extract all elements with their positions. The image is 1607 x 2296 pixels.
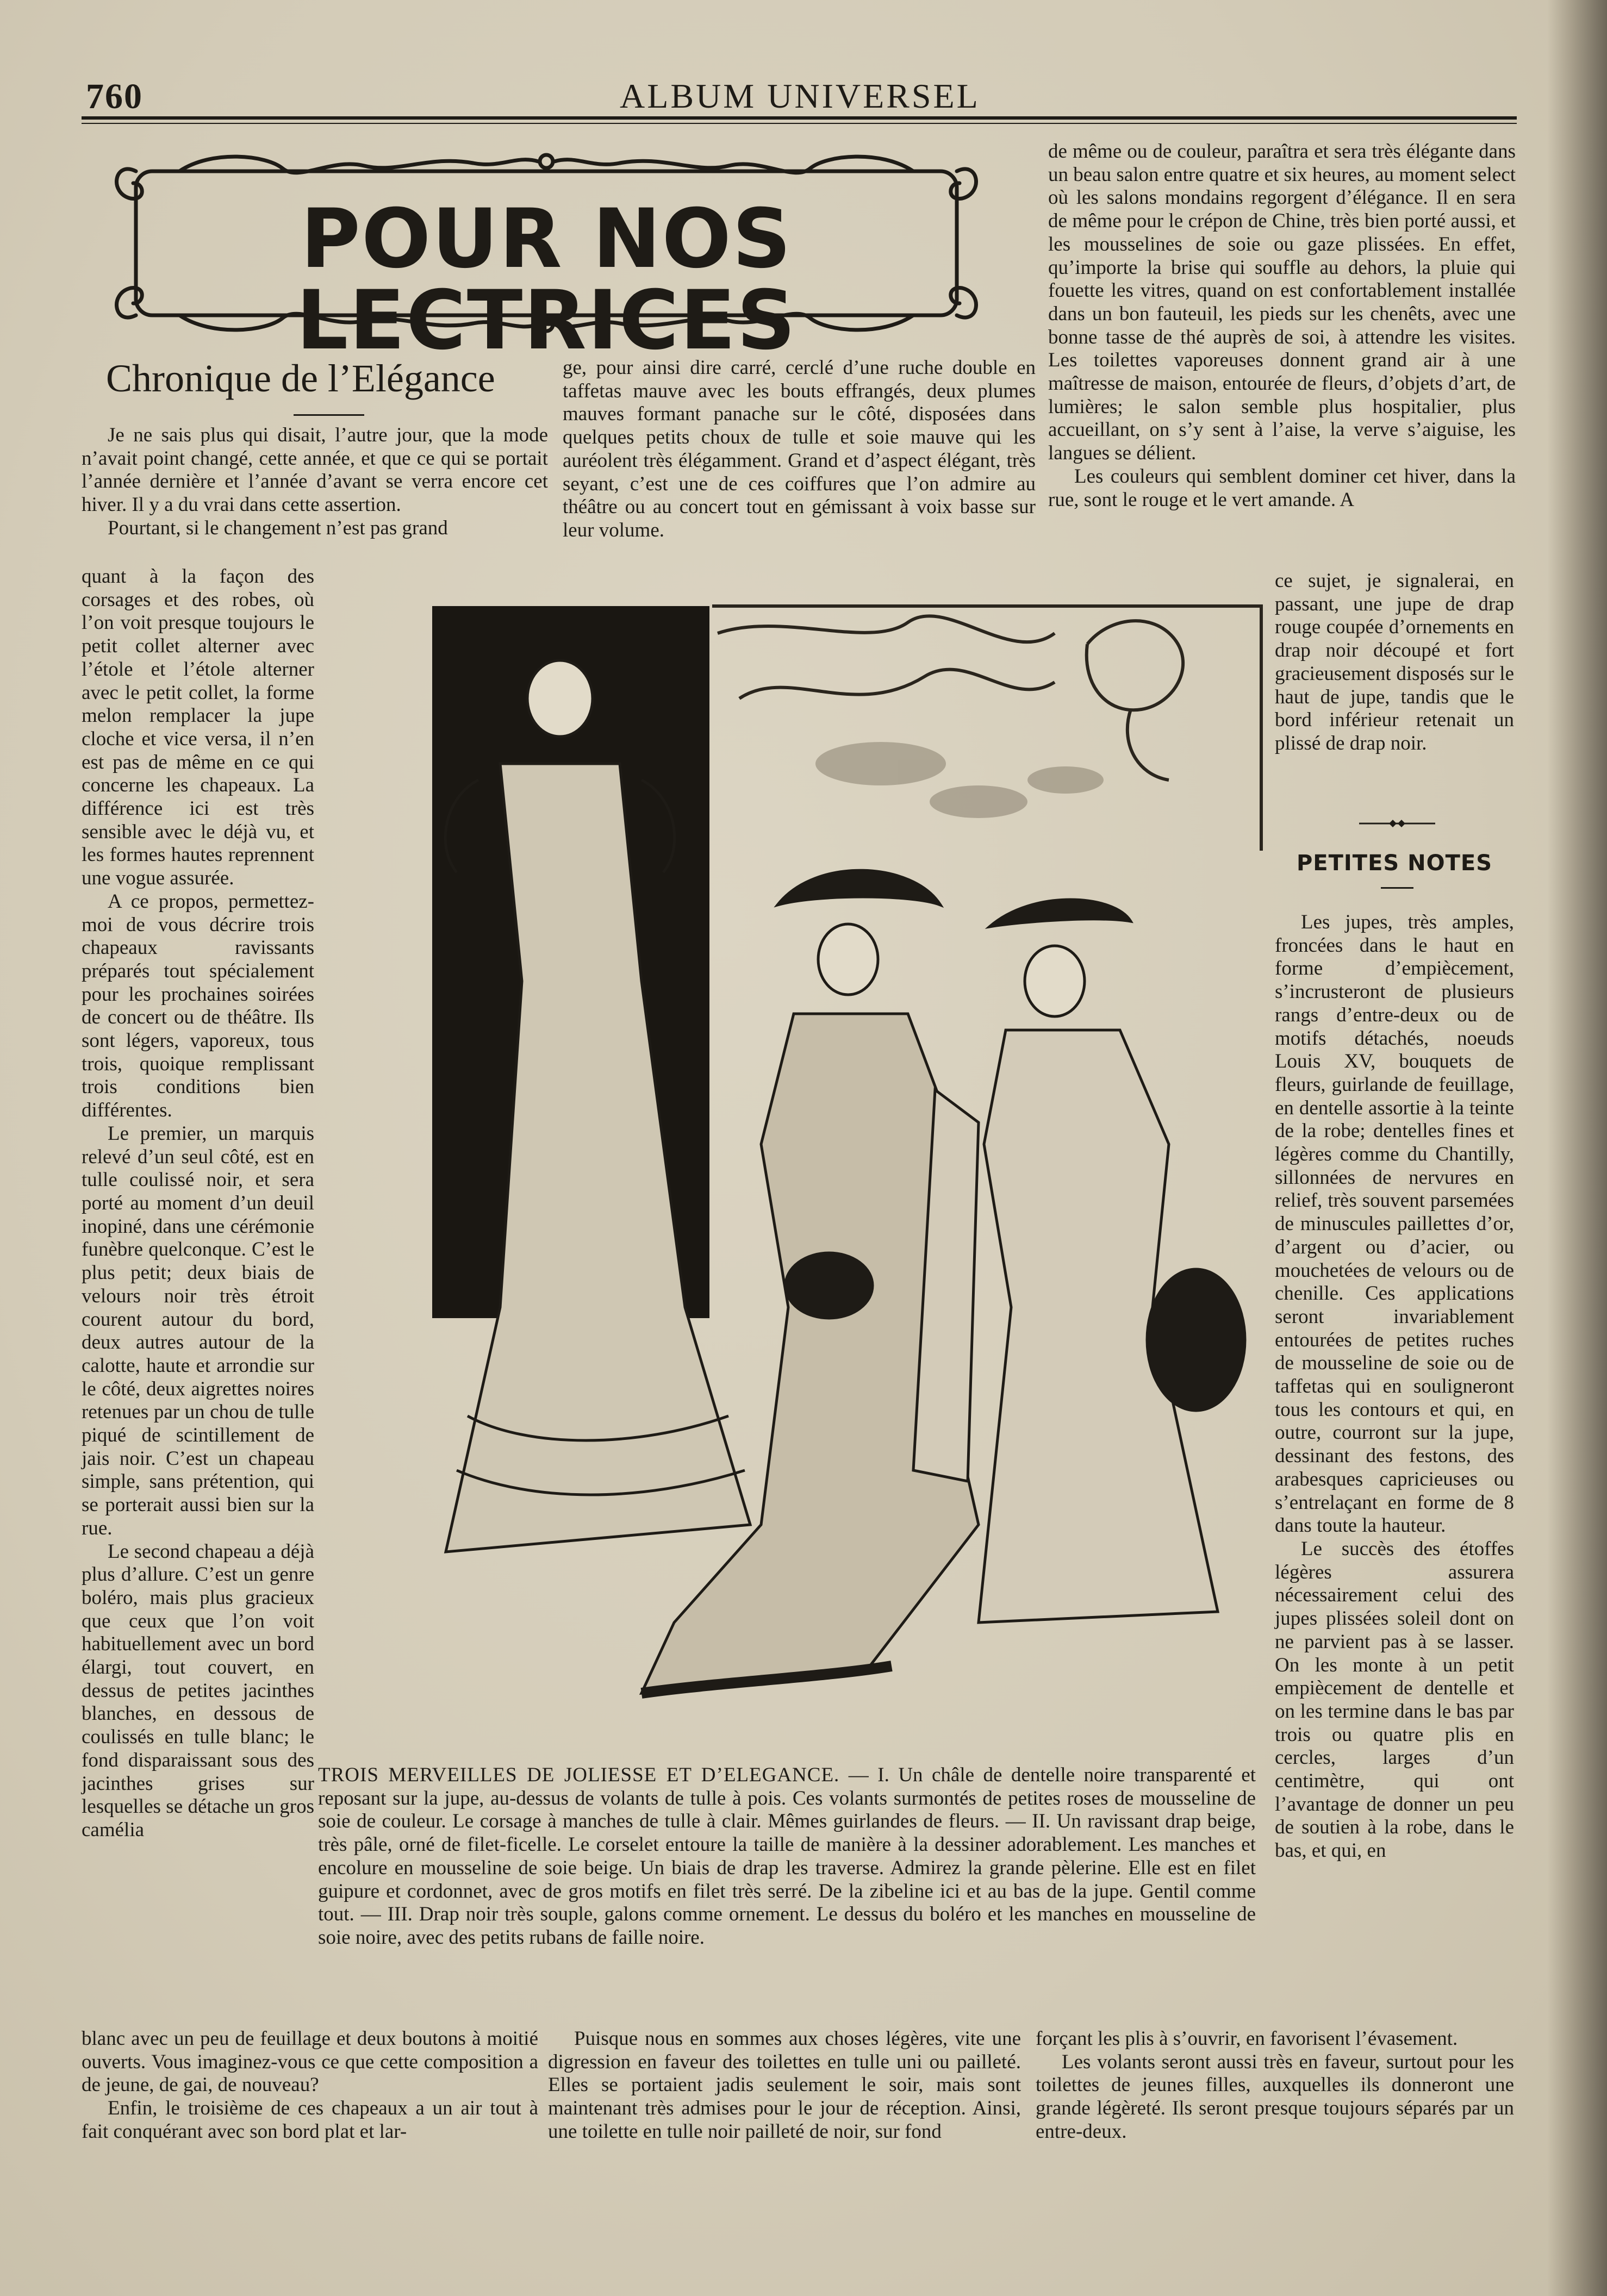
section-divider-ornament bbox=[1359, 818, 1435, 829]
illustration-caption bbox=[318, 1764, 1256, 1950]
fashion-illustration bbox=[337, 601, 1264, 1720]
paragraph: Les jupes, très amples, froncées dans le haut en forme d’empiècement, s’incrusteront de plusieurs rangs d’entre-deux ou de motifs détachés, noeuds Louis XV, bouquets de fleurs, guirlande de feuillage, en dentelle assortie à la teinte de la robe; dentelles fines et légères comme du Chantilly, sillonnées de nervures en relief, très souvent parsemées de minuscules paillettes d’or, d’argent ou d’acier, ou mouchetées de velours ou de chenille. Ces applications seront invariablement entourées de petites ruches de mousseline de soie ou de taffetas qui en souligneront tous les contours et qui, en outre, courront sur la jupe, dessinant des festons, des arabesques capricieuses ou s’entrelaçant en forme de 8 dans toute la hauteur. bbox=[1275, 911, 1514, 1537]
running-header: ALBUM UNIVERSEL bbox=[620, 77, 980, 115]
petites-notes-title: PETITES NOTES bbox=[1296, 851, 1493, 876]
page-number: 760 bbox=[86, 77, 143, 116]
paragraph: Les couleurs qui semblent dominer cet hiver, dans la rue, sont le rouge et le vert amande. A bbox=[1048, 465, 1516, 511]
section-banner bbox=[103, 149, 989, 368]
paragraph: Le second chapeau a déjà plus d’allure. C’est un genre boléro, mais plus gracieux que ceux que l’on voit habituellement avec un bord élargi, tout couvert, en dessus de petites jacinthes blanches, en dessous de coulissés en tulle blanc; le fond disparaissant sous des jacinthes grises sur lesquelles se détache un gros camélia bbox=[82, 1540, 314, 1841]
paragraph: Le premier, un marquis relevé d’un seul côté, est en tulle coulissé noir, et sera porté au moment d’un deuil inopiné, dans une cérémonie funèbre quelconque. C’est le plus petit; deux biais de velours noir très étroit courent autour du bord, deux autres autour de la calotte, haute et arrondie sur le côté, deux aigrettes noires retenues par un chou de tulle piqué de scintillement de jais noir. C’est un chapeau simple, sans prétention, qui se porterait aussi bien sur la rue. bbox=[82, 1122, 314, 1539]
paragraph: Le succès des étoffes légères assurera nécessairement celui des jupes plissées soleil dont on ne parvient pas à se lasser. On les monte à un petit empiècement de dentelle et on les termine dans le bas par trois ou quatre plis en cercles, larges d’un centimètre, qui ont l’avantage de donner un peu de soutien à la robe, dans le bas, et qui, en bbox=[1275, 1537, 1514, 1862]
petites-notes-rule bbox=[1381, 887, 1413, 889]
column-middle-bottom bbox=[548, 2027, 1021, 2144]
column-left-narrow bbox=[82, 565, 314, 1842]
column-left-bottom bbox=[82, 2027, 538, 2144]
column-middle-top bbox=[563, 357, 1036, 542]
paragraph: Pourtant, si le changement n’est pas grand bbox=[108, 516, 448, 539]
banner-title: POUR NOS LECTRICES bbox=[296, 192, 797, 368]
paragraph: Puisque nous en sommes aux choses légères, vite une digression en faveur des toilettes en tulle uni ou pailleté. Elles se portaient jadis seulement le soir, mais sont maintenant très admises pour le jour de réception. Ainsi, une toilette en tulle noir pailleté de noir, sur fond bbox=[548, 2027, 1021, 2143]
paragraph: Enfin, le troisième de ces chapeaux a un air tout à fait conquérant avec son bord plat et lar- bbox=[82, 2097, 538, 2143]
header-rule-thin bbox=[82, 123, 1517, 124]
paragraph: ge, pour ainsi dire carré, cerclé d’une ruche double en taffetas mauve avec les bouts effrangés, deux plumes mauves formant panache sur le côté, disposées dans quelques petits choux de tulle et soie mauve qui les auréolent très élégamment. Grand et d’aspect élégant, très seyant, c’est une de ces coiffures que l’on admire au théâtre ou au concert tout en gémissant à voix basse sur leur volume. bbox=[563, 357, 1036, 541]
caption-title: TROIS MERVEILLES DE JOLIESSE ET D’ELEGANCE. bbox=[318, 1764, 840, 1786]
paragraph: Les volants seront aussi très en faveur, surtout pour les toilettes de jeunes filles, auxquelles ils donneront une grande légèreté. Ils seront presque toujours séparés par un entre-deux. bbox=[1036, 2050, 1514, 2143]
paragraph: Je ne sais plus qui disait, l’autre jour, que la mode n’avait point changé, cette année, et que ce qui se portait l’année dernière et l’année d’avant se verra encore cet hiver. Il y a du vrai dans cette assertion. bbox=[82, 424, 548, 516]
paragraph: forçant les plis à s’ouvrir, en favorisent l’évasement. bbox=[1036, 2027, 1458, 2050]
chronicle-title-rule bbox=[294, 414, 364, 416]
column-right-bottom bbox=[1036, 2027, 1514, 2144]
paragraph: blanc avec un peu de feuillage et deux boutons à moitié ouverts. Vous imaginez-vous ce que cette composition a de jeune, de gai, de nouveau? bbox=[82, 2027, 538, 2097]
column-petites-notes bbox=[1275, 911, 1514, 1863]
chronicle-title: Chronique de l’Elégance bbox=[106, 357, 495, 400]
column-right-top bbox=[1048, 140, 1516, 511]
paragraph: quant à la façon des corsages et des robes, où l’on voit presque toujours le petit collet alterner avec l’étole et l’étole alterner avec le petit collet, la forme melon remplacer la jupe cloche et vice versa, il n’en est pas de même en ce qui concerne les chapeaux. La différence ici est très sensible avec le déjà vu, et les formes hautes reprennent une vogue assurée. bbox=[82, 565, 314, 890]
paragraph: de même ou de couleur, paraîtra et sera très élégante dans un beau salon entre quatre et six heures, au moment select où les salons mondains regorgent d’élégance. Il en sera de même pour le crépon de Chine, très bien porté aussi, et les mousselines de soie ou gaze plissées. En effet, qu’importe la brise qui souffle au dehors, la pluie qui fouette les vitres, quand on est confortablement installée dans un bon fauteuil, les pieds sur les chenêts, avec une bonne tasse de thé auprès de soi, à attendre les visites. Les toilettes vaporeuses donnent grand air à une maîtresse de maison, entourée de fleurs, d’objets d’art, de lumières; le salon semble plus hospitalier, plus accueillant, on s’y sent à l’aise, la verve s’aiguise, les langues se délient. bbox=[1048, 140, 1516, 465]
column-left-top bbox=[82, 424, 548, 540]
paragraph: ce sujet, je signalerai, en passant, une jupe de drap rouge coupée d’ornements en drap noir découpé et fort gracieusement disposés sur le haut de jupe, tandis que le bord inférieur retenait un plissé de drap noir. bbox=[1275, 570, 1514, 754]
caption-text: — I. Un châle de dentelle noire transparenté et reposant sur la jupe, au-dessus de volants de tulle à pois. Ces volants surmontés de petites roses de mousseline de soie de couleur. Le corsage à manches de tulle à clair. Mêmes guirlandes de fleurs. — II. Un ravissant drap beige, très pâle, orné de filet-ficelle. Le corselet entoure la taille de manière à la dessiner adorablement. Les manches et encolure en mousseline de soie beige. Un biais de drap les traverse. Admirez la grande pèlerine. Elle est en filet guipure et cordonnet, avec de gros motifs en filet très serré. De la zibeline ici et au bas de la jupe. Gentil comme tout. — III. Drap noir très souple, galons comme ornement. Le dessus du boléro et les manches en mousseline de soie noire, avec des petits rubans de faille noire. bbox=[318, 1764, 1256, 1949]
page-fold-shadow bbox=[1547, 0, 1607, 2296]
column-right-narrow bbox=[1275, 570, 1514, 756]
header-rule bbox=[82, 116, 1517, 120]
paragraph: A ce propos, permettez-moi de vous décrire trois chapeaux ravissants préparés tout spécialement pour les prochaines soirées de concert ou de théâtre. Ils sont légers, vaporeux, tous trois, quoique remplissant trois conditions bien différentes. bbox=[82, 890, 314, 1122]
